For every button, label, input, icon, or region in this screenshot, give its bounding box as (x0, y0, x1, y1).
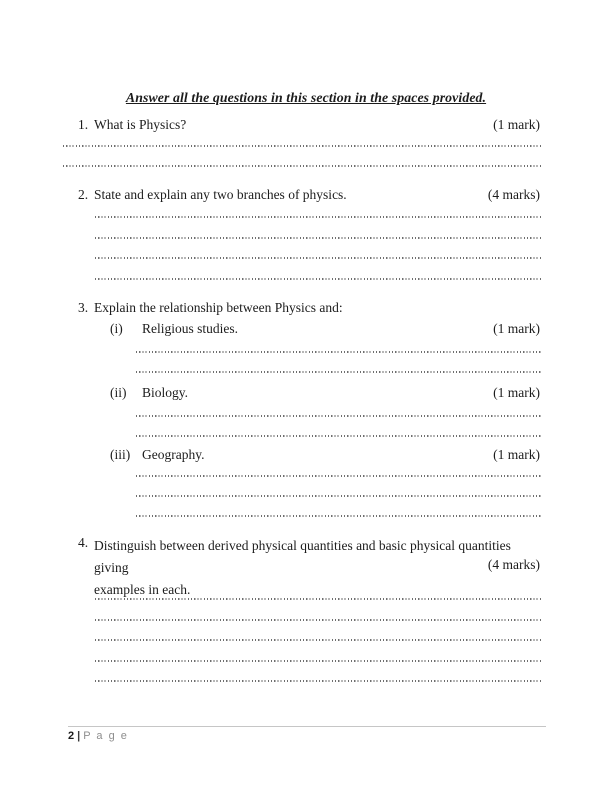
question-1-marks: (1 mark) (493, 117, 540, 132)
answer-line (136, 475, 541, 477)
question-4-text-line-1: Distinguish between derived physical quantities and basic physical quantities giving (94, 538, 511, 575)
answer-line (95, 598, 541, 600)
question-3iii-text: Geography. (142, 447, 205, 462)
footer-page-label: P a g e (83, 730, 129, 742)
question-2-text: State and explain any two branches of physics. (94, 187, 347, 202)
question-2-marks: (4 marks) (487, 187, 540, 202)
question-4-number: 4. (78, 535, 89, 550)
answer-line (95, 237, 541, 239)
question-1-text: What is Physics? (94, 117, 187, 132)
answer-line (95, 257, 541, 259)
question-3iii-row (110, 447, 540, 464)
footer-page-number: 2 (68, 730, 75, 742)
question-2-row (78, 187, 540, 204)
answer-line (95, 680, 541, 682)
answer-line (136, 371, 541, 373)
question-3i-marks: (1 mark) (493, 321, 540, 336)
answer-line (136, 351, 541, 353)
footer-divider (68, 726, 546, 727)
question-3ii-row (110, 385, 540, 402)
question-3iii-label: (iii) (110, 447, 131, 462)
question-3i-label: (i) (110, 321, 123, 336)
question-4-row (78, 535, 540, 601)
question-3ii-marks: (1 mark) (493, 385, 540, 400)
answer-line (63, 145, 541, 147)
section-instruction-heading: Answer all the questions in this section in the spaces provided. (125, 90, 487, 105)
answer-line (136, 515, 541, 517)
question-3iii-marks: (1 mark) (493, 447, 540, 462)
question-4-text-line-2: examples in each. (94, 582, 191, 597)
answer-line (95, 278, 541, 280)
footer-separator: | (77, 730, 81, 742)
question-3ii-text: Biology. (142, 385, 189, 400)
answer-line (95, 660, 541, 662)
question-3-text: Explain the relationship between Physics and: (94, 300, 343, 315)
answer-line (136, 435, 541, 437)
question-1-row (78, 117, 540, 134)
page-footer (68, 730, 128, 742)
question-3ii-label: (ii) (110, 385, 127, 400)
question-3i-row (110, 321, 540, 338)
question-3-row (78, 300, 540, 317)
answer-line (136, 495, 541, 497)
question-3i-text: Religious studies. (142, 321, 239, 336)
answer-line (95, 216, 541, 218)
answer-line (95, 619, 541, 621)
question-3-number: 3. (78, 300, 89, 315)
answer-line (136, 415, 541, 417)
question-4-marks: (4 marks) (487, 557, 540, 572)
question-2-number: 2. (78, 187, 89, 202)
answer-line (63, 165, 541, 167)
answer-line (95, 639, 541, 641)
question-1-number: 1. (78, 117, 89, 132)
